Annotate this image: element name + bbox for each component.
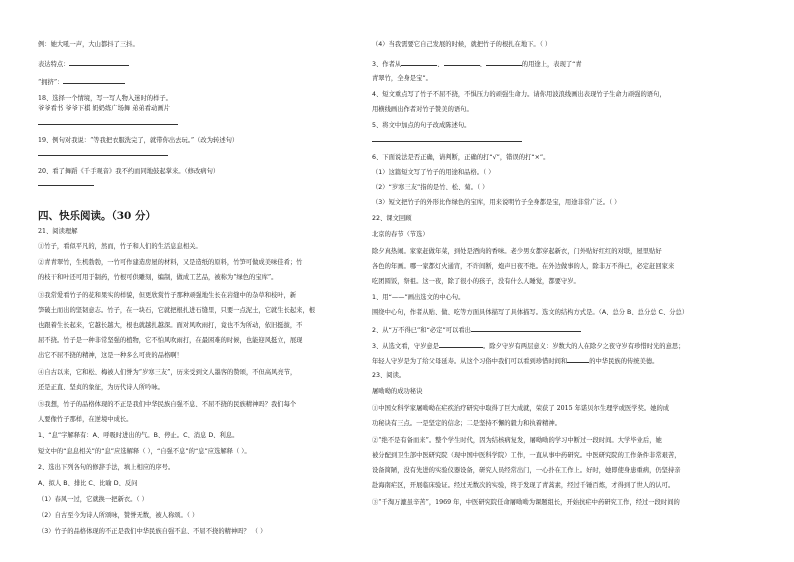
passage-p3b: 笋破土而出的坚韧意志。竹子，在一块石，它就把根扎进石缝里，只要一点泥土，它就生长起来，根 [38, 307, 316, 314]
passage-23-line2: 功秘诀有三点。一是坚定的信念；二是坚持不懈的毅力和执着精神。 [372, 420, 561, 427]
passage-23-line3: ②“绝不是有备而来”。整个学生时代，因为结核病复发，屠呦呦的学习中断过一段时间。大学毕业后，她 [372, 437, 662, 444]
question-23: 23、阅读。 [372, 372, 406, 379]
expression-feature-label: 表达特点： [38, 59, 129, 69]
crowded-label: “拥挤”： [38, 77, 125, 87]
question-19: 19、例句对我说：“等我把衣服洗完了，就带你出去玩。”（改为转述句） [38, 137, 239, 144]
answer-blank[interactable] [486, 59, 522, 66]
passage-title-spring-festival: 北京的春节（节选） [372, 231, 429, 238]
passage-p5a: ⑤我想，竹子的品格体现的不正是我们中华民族自强不息、不屈不挠的民族精神吗？我们每个 [38, 401, 297, 408]
judge-1: （1）这篇短文写了竹子的用途和品格。（ ） [372, 169, 495, 176]
answer-line[interactable] [38, 185, 94, 186]
sub-question-2a: （1）春风一过，它就换一把新衣。（ ） [38, 496, 148, 503]
q22-sub-1b: 围绕中心句，作者从贴、做、吃等方面具体描写了具体描写。选文的结构方式是。（A、总分 B、总分总 C、分总） [372, 309, 689, 316]
question-18: 18、选择一个情境，写一写人物入迷时的样子。 [38, 95, 172, 102]
answer-blank[interactable] [567, 356, 589, 363]
judge-2: （2）“岁寒三友”指的是竹、松、菊。（ ） [372, 184, 489, 191]
passage-p5b: 人要像竹子那样，在逆境中成长。 [38, 416, 133, 423]
passage-23-line6: 赴海南疟区，开展临床验证。经过无数次的实验，终于发现了青蒿素，经过千锤百炼，才得到了世人的认可。 [372, 482, 675, 489]
question-3: 3、作者从 、 、 的用途上，表现了“青 [372, 61, 582, 68]
answer-blank[interactable] [69, 59, 129, 66]
q22-sub-2: 2、从“万不得已”和“必定”可以看出 [372, 325, 581, 335]
answer-blank[interactable] [401, 59, 437, 66]
sub-question-2d: （4）当我需要它自己发展的时候，就把竹子的根扎在地下。（ ） [372, 41, 552, 48]
answer-blank[interactable] [439, 341, 483, 348]
passage-23-line5: 设备简陋，没有先进的实验仪器设备，研究人员经常出门，一心扑在工作上。好时，她即使身患重病，仍坚持亲 [372, 467, 681, 474]
passage-title-tu-youyou: 屠呦呦的成功秘诀 [372, 388, 423, 395]
question-6: 6、下面说法是否正确，请判断，正确的打“√”，错误的打“×”。 [372, 154, 550, 161]
question-3-cont: 青翠竹，全身是宝”。 [372, 75, 432, 82]
sub-question-2b: （2）自古至今为诗人所颂咏，赞誉无数，被人称颂。（ ） [38, 512, 199, 519]
sub-question-1: 1、“息”字解释有：A、呼吸时进出的气。B、停止。C、消息 D、利息。 [38, 432, 239, 439]
example-sentence: 例：她大吼一声，大山都抖了三抖。 [38, 41, 139, 48]
passage-23-line1: ①中国女科学家屠呦呦在疟疾治疗研究中取得了巨大成就，荣获了 2015 年诺贝尔生理学或医学奖。她的成 [372, 405, 670, 412]
passage-p3c: 也跟着生长起来，它越长越大，根也就越扎越深。面对风吹雨打，竟也不为所动，依旧挺拔，不 [38, 322, 303, 329]
passage-p4b: 还是正直、坚贞的象征，为历代诗人所吟咏。 [38, 384, 164, 391]
passage-p4a: ④自古以来，它和松、梅被人们誉为“岁寒三友”，历来受到文人墨客的赞颂，不但高风亮节， [38, 369, 297, 376]
passage-p3d: 屈不挠。竹子是一种非常坚强的植物，它不怕风吹雨打，在最困难的时候，也能迎风挺立，展现 [38, 337, 303, 344]
passage-22-line3: 吃团圆饭，祭祖。这一夜，除了很小的孩子，没有什么人睡觉，都要守岁。 [372, 278, 580, 285]
question-18-options: 爷爷看书 爷爷下棋 奶奶练广场舞 弟弟看动画片 [38, 105, 170, 112]
section-heading-reading: 四、快乐阅读。（30 分） [38, 210, 157, 222]
passage-p3e: 出它不屈不挠的精神，这是一种多么可贵的品格啊！ [38, 352, 183, 359]
passage-23-line4: 被分配到卫生部中医研究院（现中国中医科学院）工作，一直从事中药研究。中医研究院的工作条件非常艰苦， [372, 452, 681, 459]
sub-question-2c: （3）竹子的品格体现的不正是我们中华民族自强不息、不屈不挠的精神吗？ （ ） [38, 528, 267, 535]
question-20: 20、看了舞蹈《千手观音》我不约而同地鼓起掌来。（修改病句） [38, 168, 220, 175]
question-4: 4、短文重点写了竹子不屈不挠，不惧压力的顽强生命力。请你用波浪线画出表现竹子生命力顽强的语句， [372, 91, 666, 98]
sub-question-1b: 短文中的“息息相关”的“息”应选解释（ ），“自强不息”的“息”应选解释（ ）。 [38, 448, 251, 455]
answer-blank[interactable] [444, 59, 480, 66]
rhetoric-options: A、拟人 B、排比 C、比喻 D、反问 [38, 480, 138, 487]
q22-sub-3-cont: 年轻人守岁是为了给父母延寿。从这个习俗中我们可以看到珍惜时间和 的中华民族的传统美德。 [372, 358, 659, 365]
passage-p2a: ②青青翠竹，生机勃勃，一竹可作建造房屋的材料，又是造纸的原料，竹笋可做成美味佳肴；竹 [38, 259, 303, 266]
passage-p3a: ③我常爱看竹子的花和果实的样貌，但更欣赏竹子那种顽强地生长在岩缝中的杂草和枝叶，新 [38, 292, 297, 299]
judge-3: （3）短文把竹子的外形比作绿色的宝库，用来说明竹子全身都是宝，用途非常广泛。（ ） [372, 199, 621, 206]
answer-line[interactable] [38, 124, 178, 125]
answer-blank[interactable] [63, 77, 125, 84]
question-5: 5、将文中加点的句子改成陈述句。 [372, 122, 471, 129]
passage-p1: ①竹子，看似平凡的，然而，竹子和人们的生活息息相关。 [38, 243, 202, 250]
sub-question-2: 2、选出下列各句的修辞手法，填上相应的序号。 [38, 464, 175, 471]
passage-22-line2: 各色的年画。哪一家都灯火通宵，不许间断，炮声日夜不绝。在外边做事的人，除非万不得已，必定赶回家来 [372, 263, 675, 270]
question-22: 22、课文回顾 [372, 215, 412, 222]
question-21: 21、阅读理解 [38, 228, 78, 235]
q22-sub-3: 3、从选文看，守岁意是 。除夕守岁有两层意义：岁数大的人在除夕之夜守岁有珍惜时光的意思； [372, 343, 685, 350]
answer-blank[interactable] [471, 325, 581, 332]
passage-23-line7: ③“千淘万漉虽辛苦”，1969 年，中医研究院任命屠呦呦为课题组长，开始抗疟中药研究工作，经过一段时间的 [372, 499, 680, 506]
answer-line[interactable] [38, 155, 168, 156]
answer-line[interactable] [372, 141, 522, 142]
passage-p2b: 的枝干和叶还可用于制药，竹根可供雕刻，编制，做成工艺品，被称为“绿色的宝库”。 [38, 274, 278, 281]
question-4-cont: 用横线画出作者对竹子赞美的语句。 [372, 106, 473, 113]
passage-22-line1: 除夕真热闹。家家赶做年菜，到处是酒肉的香味。老少男女都穿起新衣，门外贴好红红的对联，屋里贴好 [372, 248, 662, 255]
q22-sub-1: 1、用“——”画出选文的中心句。 [372, 294, 465, 301]
